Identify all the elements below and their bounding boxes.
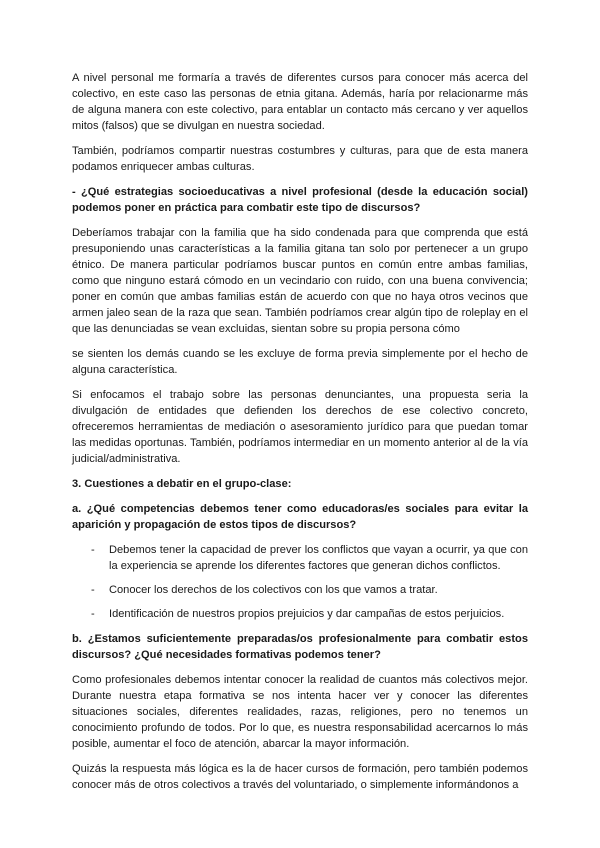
- question-strategies: - ¿Qué estrategias socioeducativas a nivel profesional (desde la educación social) podemos poner en práctica para combatir este tipo de discursos?: [72, 186, 528, 214]
- list-item: [72, 542, 528, 574]
- paragraph-training-courses: Quizás la respuesta más lógica es la de hacer cursos de formación, pero también podemos conocer más de otros colectivos a través del voluntariado, o simplemente informándonos a: [72, 763, 528, 791]
- list-item-text: Identificación de nuestros propios prejuicios y dar campañas de estos perjuicios.: [109, 608, 505, 620]
- competencies-list: [72, 542, 528, 622]
- document-page: [72, 70, 528, 802]
- list-item-text: Debemos tener la capacidad de prever los conflictos que vayan a ocurrir, ya que con la experiencia se aprende los diferentes factores que generan dichos conflictos.: [109, 544, 528, 572]
- list-dash: -: [91, 608, 95, 620]
- paragraph-personal-training: A nivel personal me formaría a través de diferentes cursos para conocer más acerca del colectivo, en este caso las personas de etnia gitana. Además, haría por relacionarme más de alguna manera con este colectivo, para entablar un contacto más cercano y ver aquellos mitos (falsos) que se divulgan en nuestra sociedad.: [72, 72, 528, 132]
- list-dash: -: [91, 584, 95, 596]
- paragraph-exclusion-feeling: se sienten los demás cuando se les excluye de forma previa simplemente por el hecho de alguna característica.: [72, 348, 528, 376]
- list-dash: -: [91, 544, 95, 556]
- question-a: a. ¿Qué competencias debemos tener como educadoras/es sociales para evitar la aparición y propagación de estos tipos de discursos?: [72, 503, 528, 531]
- paragraph-share-cultures: También, podríamos compartir nuestras costumbres y culturas, para que de esta manera podamos enriquecer ambas culturas.: [72, 145, 528, 173]
- section-3-heading: 3. Cuestiones a debatir en el grupo-clase:: [72, 478, 292, 490]
- question-b: b. ¿Estamos suficientemente preparadas/os profesionalmente para combatir estos discursos? ¿Qué necesidades formativas podemos tener?: [72, 633, 528, 661]
- paragraph-family-work: Deberíamos trabajar con la familia que ha sido condenada para que comprenda que está presuponiendo unas características a la familia gitana tan solo por pertenecer a un grupo étnico. De manera particular podríamos buscar puntos en común entre ambas familias, como que ninguno estará cómodo en un vecindario con ruido, con una buena convivencia; poner en común que ambas familias están de acuerdo con que no haya otros vecinos que armen jaleo sean de la raza que sean. También podríamos crear algún tipo de roleplay en el que las denunciadas se vean excluidas, sientan sobre su propia persona cómo: [72, 227, 528, 335]
- paragraph-professionals: Como profesionales debemos intentar conocer la realidad de cuantos más colectivos mejor. Durante nuestra etapa formativa se nos intenta hacer ver y conocer las diferentes situaciones sociales, diferentes realidades, razas, religiones, pero no tenemos un conocimiento profundo de todos. Por lo que, es nuestra responsabilidad acercarnos lo más posible, aumentar el foco de atención, abarcar la mayor información.: [72, 674, 528, 750]
- list-item: [72, 582, 528, 598]
- list-item-text: Conocer los derechos de los colectivos con los que vamos a tratar.: [109, 584, 438, 596]
- paragraph-complainants: Si enfocamos el trabajo sobre las personas denunciantes, una propuesta seria la divulgación de entidades que defienden los derechos de ese colectivo concreto, ofreceremos herramientas de mediación o asesoramiento jurídico para que puedan tomar las medidas oportunas. También, podríamos intermediar en un momento anterior al de la vía judicial/administrativa.: [72, 389, 528, 465]
- list-item: [72, 606, 528, 622]
